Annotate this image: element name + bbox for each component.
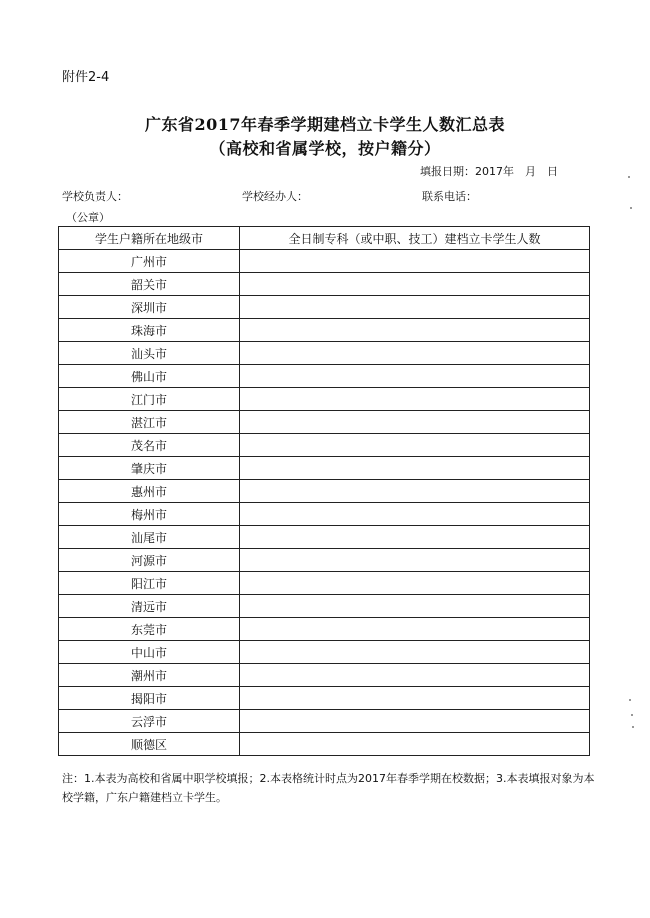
table-row <box>59 411 590 434</box>
footnote-line-2: 报对象为本校学籍，广东户籍建档立卡学生。 <box>62 772 595 804</box>
table-row <box>59 687 590 710</box>
city-cell: 梅州市 <box>59 503 240 526</box>
count-cell[interactable] <box>240 572 590 595</box>
city-cell: 汕尾市 <box>59 526 240 549</box>
count-cell[interactable] <box>240 342 590 365</box>
city-cell: 江门市 <box>59 388 240 411</box>
count-cell[interactable] <box>240 434 590 457</box>
footnotes <box>62 769 602 807</box>
table-row <box>59 618 590 641</box>
table-row <box>59 595 590 618</box>
city-cell: 东莞市 <box>59 618 240 641</box>
school-handler-label: 学校经办人： <box>242 190 308 203</box>
scan-speck <box>630 207 632 209</box>
count-cell[interactable] <box>240 365 590 388</box>
table-row <box>59 388 590 411</box>
table-body <box>59 250 590 756</box>
city-cell: 茂名市 <box>59 434 240 457</box>
city-cell: 阳江市 <box>59 572 240 595</box>
school-head-label: 学校负责人： <box>62 190 128 203</box>
city-cell: 广州市 <box>59 250 240 273</box>
document-title: 广东省2017年春季学期建档立卡学生人数汇总表 <box>144 115 506 134</box>
column-header-count: 全日制专科（或中职、技工）建档立卡学生人数 <box>240 227 590 250</box>
scan-speck <box>629 699 631 701</box>
table-row <box>59 641 590 664</box>
scan-speck <box>631 714 633 716</box>
contact-phone-label: 联系电话： <box>422 190 477 203</box>
count-cell[interactable] <box>240 480 590 503</box>
document-subtitle: （高校和省属学校，按户籍分） <box>209 139 441 158</box>
table-row <box>59 572 590 595</box>
count-cell[interactable] <box>240 250 590 273</box>
count-cell[interactable] <box>240 664 590 687</box>
city-cell: 汕头市 <box>59 342 240 365</box>
table-row <box>59 457 590 480</box>
count-cell[interactable] <box>240 595 590 618</box>
city-cell: 韶关市 <box>59 273 240 296</box>
city-cell: 湛江市 <box>59 411 240 434</box>
table-row <box>59 503 590 526</box>
city-cell: 潮州市 <box>59 664 240 687</box>
count-cell[interactable] <box>240 526 590 549</box>
count-cell[interactable] <box>240 618 590 641</box>
city-cell: 肇庆市 <box>59 457 240 480</box>
count-cell[interactable] <box>240 549 590 572</box>
table-row <box>59 273 590 296</box>
count-cell[interactable] <box>240 733 590 756</box>
city-cell: 清远市 <box>59 595 240 618</box>
student-count-table <box>58 226 590 756</box>
table-row <box>59 319 590 342</box>
count-cell[interactable] <box>240 296 590 319</box>
count-cell[interactable] <box>240 411 590 434</box>
count-cell[interactable] <box>240 457 590 480</box>
official-seal-label: （公章） <box>66 211 110 224</box>
table-row <box>59 710 590 733</box>
city-cell: 佛山市 <box>59 365 240 388</box>
table-row <box>59 296 590 319</box>
table-row <box>59 342 590 365</box>
attachment-label: 附件2-4 <box>62 70 110 85</box>
city-cell: 揭阳市 <box>59 687 240 710</box>
fill-date-field: 填报日期：2017年 月 日 <box>420 165 558 178</box>
count-cell[interactable] <box>240 273 590 296</box>
table-row <box>59 434 590 457</box>
footnote-line-1: 注：1.本表为高校和省属中职学校填报；2.本表格统计时点为2017年春季学期在校数据；3.本表填 <box>62 772 540 785</box>
table-row <box>59 480 590 503</box>
count-cell[interactable] <box>240 710 590 733</box>
table-row <box>59 664 590 687</box>
city-cell: 深圳市 <box>59 296 240 319</box>
count-cell[interactable] <box>240 687 590 710</box>
table-row <box>59 526 590 549</box>
count-cell[interactable] <box>240 641 590 664</box>
city-cell: 中山市 <box>59 641 240 664</box>
count-cell[interactable] <box>240 503 590 526</box>
table-row <box>59 733 590 756</box>
column-header-city: 学生户籍所在地级市 <box>59 227 240 250</box>
city-cell: 顺德区 <box>59 733 240 756</box>
count-cell[interactable] <box>240 319 590 342</box>
city-cell: 珠海市 <box>59 319 240 342</box>
count-cell[interactable] <box>240 388 590 411</box>
table-row <box>59 549 590 572</box>
table-row <box>59 250 590 273</box>
scan-speck <box>632 726 634 728</box>
table-header-row <box>59 227 590 250</box>
table-row <box>59 365 590 388</box>
city-cell: 河源市 <box>59 549 240 572</box>
city-cell: 云浮市 <box>59 710 240 733</box>
scan-speck <box>628 176 630 178</box>
city-cell: 惠州市 <box>59 480 240 503</box>
